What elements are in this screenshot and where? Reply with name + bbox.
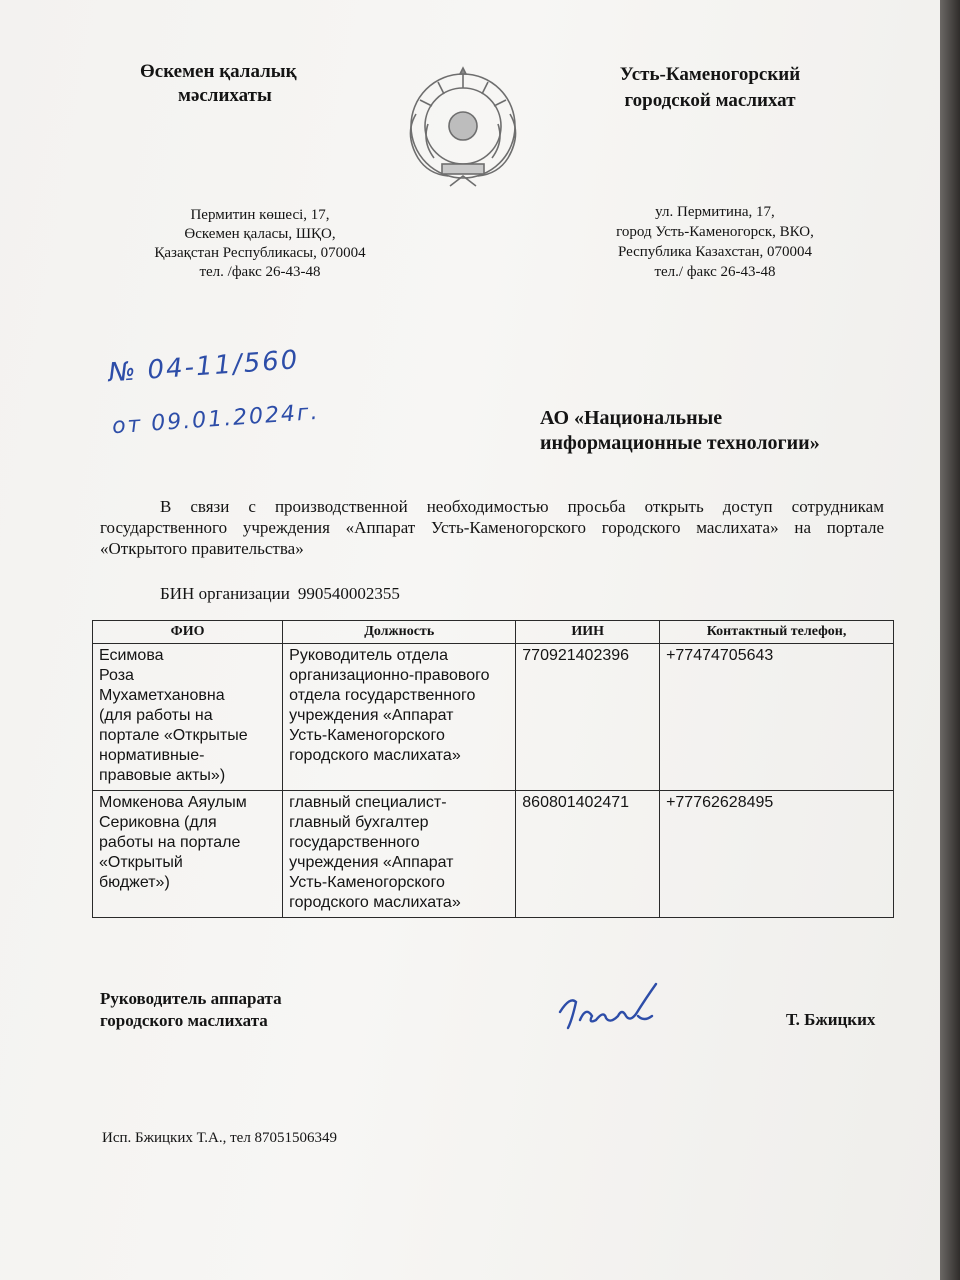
cell-line: портале «Открытые: [99, 727, 248, 744]
signatory-title: [100, 988, 282, 1032]
recipient-line: АО «Национальные: [540, 407, 723, 429]
cell-iin: 860801402471: [516, 791, 660, 918]
cell-line: городского маслихата»: [289, 894, 461, 911]
handwritten-registration: [107, 330, 354, 454]
table-header-row: [93, 621, 894, 644]
cell-line: (для работы на: [99, 707, 213, 724]
right-org-line: Усть-Каменогорский: [619, 64, 801, 85]
cell-line: главный специалист-: [289, 794, 447, 811]
letter-body: В связи с производственной необходимостью просьба открыть доступ сотрудникам государственного учреждения «Аппарат Усть-Каменогорского городского маслихата» на портале «Открытого правительства»: [100, 497, 884, 558]
cell-position: [283, 644, 516, 791]
address-line: тел. /факс 26-43-48: [199, 264, 321, 280]
table-row: [93, 791, 894, 918]
cell-line: Усть-Каменогорского: [289, 874, 445, 891]
cell-iin: 770921402396: [516, 644, 660, 791]
header-fio: ФИО: [93, 621, 283, 644]
address-line: Қазақстан Республикасы, 070004: [154, 245, 366, 261]
signatory-title-line: городского маслихата: [100, 1011, 268, 1030]
cell-line: Есимова: [99, 647, 164, 664]
address-line: тел./ факс 26-43-48: [654, 264, 776, 280]
header-phone: Контактный телефон,: [660, 621, 894, 644]
cell-phone: +77762628495: [660, 791, 894, 918]
cell-line: главный бухгалтер: [289, 814, 429, 831]
left-org-name: [140, 60, 360, 108]
staff-table: [92, 620, 894, 918]
signatory-title-line: Руководитель аппарата: [100, 989, 282, 1008]
cell-line: работы на портале: [99, 834, 241, 851]
left-org-line: мәслихаты: [178, 85, 272, 106]
executor-note: Исп. Бжицких Т.А., тел 87051506349: [102, 1130, 338, 1146]
cell-fio: [93, 791, 283, 918]
cell-line: городского маслихата»: [289, 747, 461, 764]
cell-fio: [93, 644, 283, 791]
cell-line: Роза: [99, 667, 134, 684]
address-line: ул. Пермитина, 17,: [655, 204, 775, 220]
cell-line: Мухаметхановна: [99, 687, 225, 704]
cell-line: Сериковна (для: [99, 814, 217, 831]
cell-line: Усть-Каменогорского: [289, 727, 445, 744]
cell-line: учреждения «Аппарат: [289, 854, 454, 871]
cell-phone: +77474705643: [660, 644, 894, 791]
desk-background: [940, 0, 960, 1280]
cell-line: отдела государственного: [289, 687, 476, 704]
cell-position: [283, 791, 516, 918]
address-line: Өскемен қаласы, ШҚО,: [184, 226, 336, 242]
table-row: [93, 644, 894, 791]
left-org-line: Өскемен қалалық: [140, 61, 297, 82]
cell-line: учреждения «Аппарат: [289, 707, 454, 724]
right-address: [570, 202, 860, 282]
cell-line: Момкенова Аяулым: [99, 794, 247, 811]
handwritten-signature-icon: [556, 976, 676, 1036]
registration-date: от 09.01.2024г.: [111, 399, 321, 440]
address-line: Пермитин көшесі, 17,: [190, 207, 330, 223]
recipient: [540, 406, 880, 456]
cell-line: организационно-правового: [289, 667, 490, 684]
bin-label: БИН организации: [160, 584, 290, 603]
header-iin: ИИН: [516, 621, 660, 644]
cell-line: «Открытый: [99, 854, 183, 871]
cell-line: правовые акты»): [99, 767, 226, 784]
cell-line: бюджет»): [99, 874, 170, 891]
bin-line: [160, 584, 400, 604]
right-org-line: городской маслихат: [624, 90, 796, 111]
cell-line: Руководитель отдела: [289, 647, 448, 664]
state-emblem-icon: [398, 64, 528, 192]
right-org-name: [560, 62, 860, 114]
header-position: Должность: [283, 621, 516, 644]
bin-value: 990540002355: [297, 584, 400, 603]
signatory-name: Т. Бжицких: [786, 1010, 876, 1029]
left-address: [110, 206, 410, 282]
registration-number: № 04-11/560: [107, 345, 301, 389]
cell-line: государственного: [289, 834, 420, 851]
recipient-line: информационные технологии»: [540, 432, 820, 454]
address-line: город Усть-Каменогорск, ВКО,: [616, 224, 814, 240]
cell-line: нормативные-: [99, 747, 205, 764]
address-line: Республика Казахстан, 070004: [617, 244, 813, 260]
